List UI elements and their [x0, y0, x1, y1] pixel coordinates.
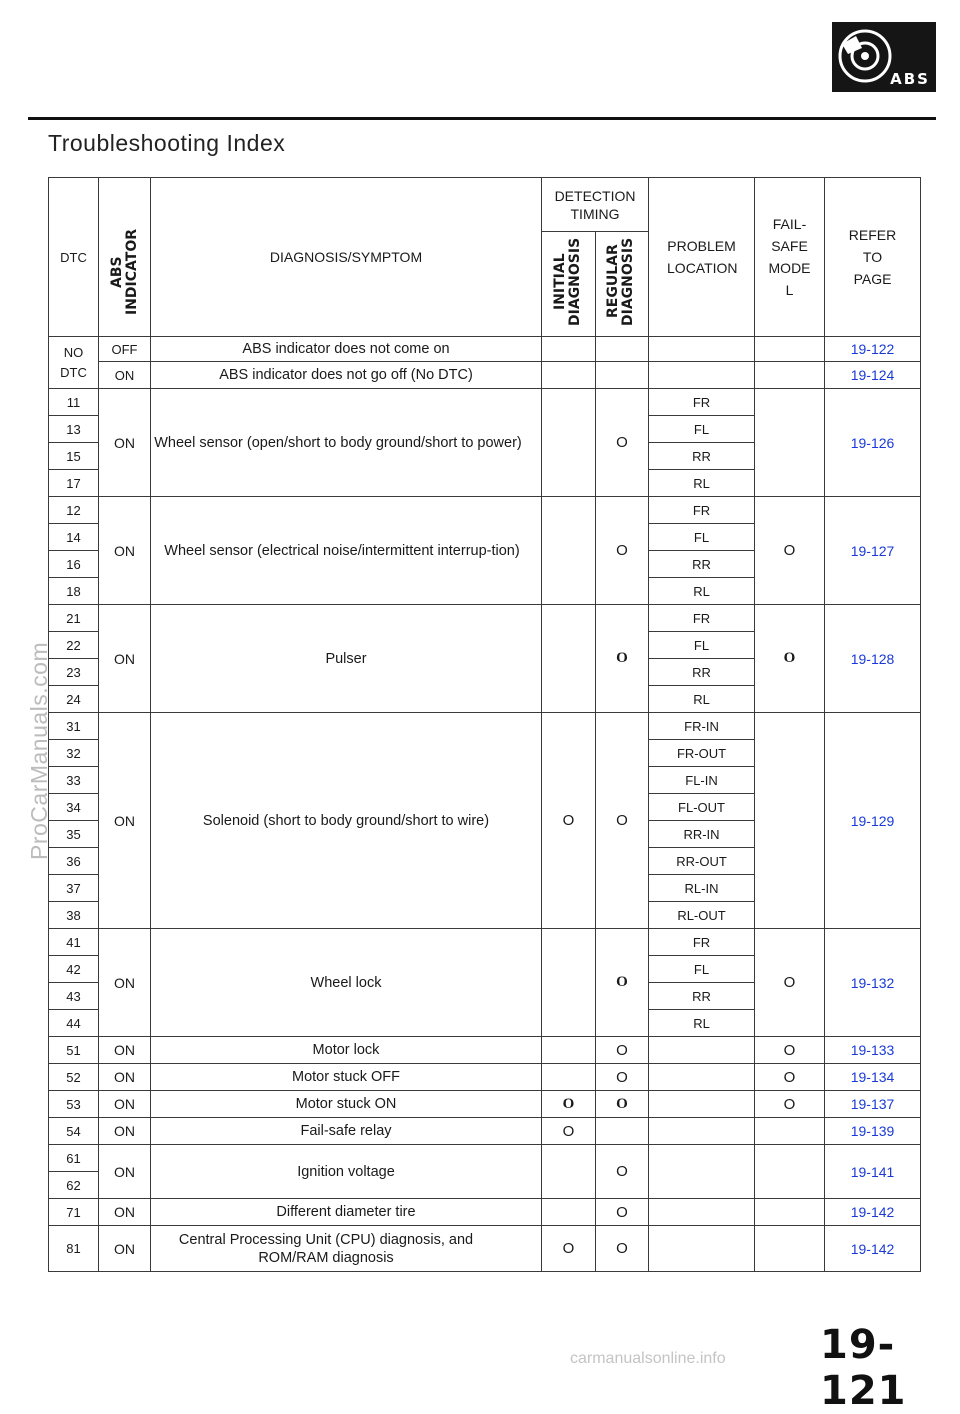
- indicator-cell: ON: [99, 497, 151, 605]
- dtc-cell: 53: [49, 1091, 99, 1118]
- header-initial-diagnosis: INITIAL DIAGNOSIS: [551, 237, 583, 326]
- troubleshooting-table: [48, 177, 921, 1272]
- dtc-cell: 17: [49, 470, 99, 497]
- location-cell: FL: [649, 632, 755, 659]
- dtc-cell: 42: [49, 956, 99, 983]
- symptom-cell: Different diameter tire: [151, 1199, 542, 1226]
- dtc-cell: 11: [49, 389, 99, 416]
- initial-mark: O: [542, 1226, 596, 1272]
- dtc-cell: 15: [49, 443, 99, 470]
- fail-safe-mark: O: [755, 1091, 825, 1118]
- location-cell: RL-OUT: [649, 902, 755, 929]
- regular-mark: O: [596, 1064, 649, 1091]
- symptom-cell: Motor lock: [151, 1037, 542, 1064]
- indicator-cell: ON: [99, 1145, 151, 1199]
- page-ref[interactable]: 19-139: [825, 1118, 921, 1145]
- fail-safe-mark: O: [755, 605, 825, 713]
- indicator-cell: ON: [99, 1226, 151, 1272]
- regular-mark: O: [596, 1091, 649, 1118]
- page-ref[interactable]: 19-142: [825, 1199, 921, 1226]
- header-dtc: DTC: [49, 178, 99, 337]
- footer-link[interactable]: carmanualsonline.info: [570, 1350, 726, 1367]
- fail-safe-mark: O: [755, 1064, 825, 1091]
- symptom-cell: Wheel lock: [151, 929, 542, 1037]
- location-cell: FR: [649, 389, 755, 416]
- dtc-cell: 24: [49, 686, 99, 713]
- location-cell: FL: [649, 956, 755, 983]
- dtc-cell: 54: [49, 1118, 99, 1145]
- page-ref[interactable]: 19-122: [825, 337, 921, 362]
- dtc-cell: 22: [49, 632, 99, 659]
- brake-disc-icon: [836, 26, 894, 86]
- header-timing: TIMING: [570, 205, 620, 222]
- dtc-cell: 32: [49, 740, 99, 767]
- header-refer: REFER TO PAGE: [825, 178, 921, 337]
- indicator-cell: ON: [99, 1091, 151, 1118]
- regular-mark: O: [596, 497, 649, 605]
- initial-mark: O: [542, 1118, 596, 1145]
- dtc-cell: 33: [49, 767, 99, 794]
- page-ref[interactable]: 19-141: [825, 1145, 921, 1199]
- header-regular-diagnosis: REGULAR DIAGNOSIS: [605, 237, 636, 326]
- location-cell: RL: [649, 470, 755, 497]
- initial-mark: O: [542, 713, 596, 929]
- initial-mark: O: [542, 1091, 596, 1118]
- top-rule: [28, 117, 936, 120]
- dtc-cell: 71: [49, 1199, 99, 1226]
- dtc-cell: 23: [49, 659, 99, 686]
- location-cell: FL-IN: [649, 767, 755, 794]
- symptom-cell: Ignition voltage: [151, 1145, 542, 1199]
- page-ref[interactable]: 19-128: [825, 605, 921, 713]
- dtc-cell: 38: [49, 902, 99, 929]
- dtc-cell: 16: [49, 551, 99, 578]
- indicator-cell: ON: [99, 1199, 151, 1226]
- dtc-cell: 81: [49, 1226, 99, 1272]
- dtc-cell: 44: [49, 1010, 99, 1037]
- symptom-cell: Solenoid (short to body ground/short to wire): [151, 713, 542, 929]
- page-ref[interactable]: 19-133: [825, 1037, 921, 1064]
- dtc-cell: 14: [49, 524, 99, 551]
- symptom-cell: Pulser: [151, 605, 542, 713]
- dtc-cell: 31: [49, 713, 99, 740]
- page-title: Troubleshooting Index: [48, 130, 286, 156]
- regular-mark: O: [596, 929, 649, 1037]
- location-cell: RR: [649, 443, 755, 470]
- dtc-cell: 51: [49, 1037, 99, 1064]
- regular-mark: O: [596, 1037, 649, 1064]
- fail-safe-mark: O: [755, 929, 825, 1037]
- indicator-cell: ON: [99, 1118, 151, 1145]
- symptom-cell: Central Processing Unit (CPU) diagnosis, and ROM/RAM diagnosis: [151, 1226, 542, 1272]
- fail-safe-mark: O: [755, 1037, 825, 1064]
- indicator-cell: ON: [99, 929, 151, 1037]
- location-cell: RL: [649, 686, 755, 713]
- page-ref[interactable]: 19-127: [825, 497, 921, 605]
- dtc-cell: 41: [49, 929, 99, 956]
- dtc-cell: 36: [49, 848, 99, 875]
- page-ref[interactable]: 19-129: [825, 713, 921, 929]
- symptom-cell: ABS indicator does not go off (No DTC): [151, 362, 542, 389]
- page-number: 19-121: [820, 1322, 907, 1414]
- location-cell: FR: [649, 497, 755, 524]
- header-abs-indicator: ABS INDICATOR: [108, 229, 140, 316]
- location-cell: RR: [649, 983, 755, 1010]
- page-ref[interactable]: 19-134: [825, 1064, 921, 1091]
- symptom-cell: Motor stuck OFF: [151, 1064, 542, 1091]
- watermark-text: ProCarManuals.com: [26, 641, 52, 860]
- dtc-cell: 34: [49, 794, 99, 821]
- page-ref[interactable]: 19-142: [825, 1226, 921, 1272]
- location-cell: RR: [649, 551, 755, 578]
- abs-logo: [832, 22, 936, 92]
- location-cell: RR-OUT: [649, 848, 755, 875]
- indicator-cell: ON: [99, 713, 151, 929]
- indicator-cell: OFF: [99, 337, 151, 362]
- indicator-cell: ON: [99, 605, 151, 713]
- page-ref[interactable]: 19-137: [825, 1091, 921, 1118]
- header-diagnosis: DIAGNOSIS/SYMPTOM: [151, 178, 542, 337]
- dtc-cell: 61: [49, 1145, 99, 1172]
- dtc-cell: 37: [49, 875, 99, 902]
- dtc-cell: 12: [49, 497, 99, 524]
- regular-mark: O: [596, 1226, 649, 1272]
- regular-mark: O: [596, 389, 649, 497]
- dtc-cell: 62: [49, 1172, 99, 1199]
- header-fail-safe: FAIL-SAFE MODE L: [755, 178, 825, 337]
- location-cell: FR: [649, 605, 755, 632]
- page-ref[interactable]: 19-126: [825, 389, 921, 497]
- page-ref[interactable]: 19-124: [825, 362, 921, 389]
- page-ref[interactable]: 19-132: [825, 929, 921, 1037]
- dtc-cell: 43: [49, 983, 99, 1010]
- symptom-cell: ABS indicator does not come on: [151, 337, 542, 362]
- regular-mark: O: [596, 713, 649, 929]
- indicator-cell: ON: [99, 1037, 151, 1064]
- regular-mark: O: [596, 605, 649, 713]
- location-cell: RL-IN: [649, 875, 755, 902]
- dtc-cell: NO DTC: [49, 337, 99, 389]
- symptom-cell: Fail-safe relay: [151, 1118, 542, 1145]
- location-cell: RL: [649, 578, 755, 605]
- dtc-cell: 52: [49, 1064, 99, 1091]
- location-cell: RL: [649, 1010, 755, 1037]
- symptom-cell: Motor stuck ON: [151, 1091, 542, 1118]
- location-cell: FL-OUT: [649, 794, 755, 821]
- location-cell: RR: [649, 659, 755, 686]
- dtc-cell: 21: [49, 605, 99, 632]
- location-cell: FL: [649, 416, 755, 443]
- symptom-cell: Wheel sensor (open/short to body ground/short to power): [151, 389, 542, 497]
- location-cell: FR-IN: [649, 713, 755, 740]
- dtc-cell: 18: [49, 578, 99, 605]
- header-problem-location: PROBLEM LOCATION: [649, 178, 755, 337]
- regular-mark: O: [596, 1199, 649, 1226]
- indicator-cell: ON: [99, 389, 151, 497]
- location-cell: RR-IN: [649, 821, 755, 848]
- dtc-cell: 35: [49, 821, 99, 848]
- dtc-cell: 13: [49, 416, 99, 443]
- abs-logo-text: ABS: [890, 70, 930, 88]
- location-cell: FR-OUT: [649, 740, 755, 767]
- indicator-cell: ON: [99, 362, 151, 389]
- header-detection: DETECTION: [554, 187, 636, 204]
- regular-mark: O: [596, 1145, 649, 1199]
- indicator-cell: ON: [99, 1064, 151, 1091]
- location-cell: FR: [649, 929, 755, 956]
- location-cell: FL: [649, 524, 755, 551]
- fail-safe-mark: O: [755, 497, 825, 605]
- symptom-cell: Wheel sensor (electrical noise/intermittent interrup-tion): [151, 497, 542, 605]
